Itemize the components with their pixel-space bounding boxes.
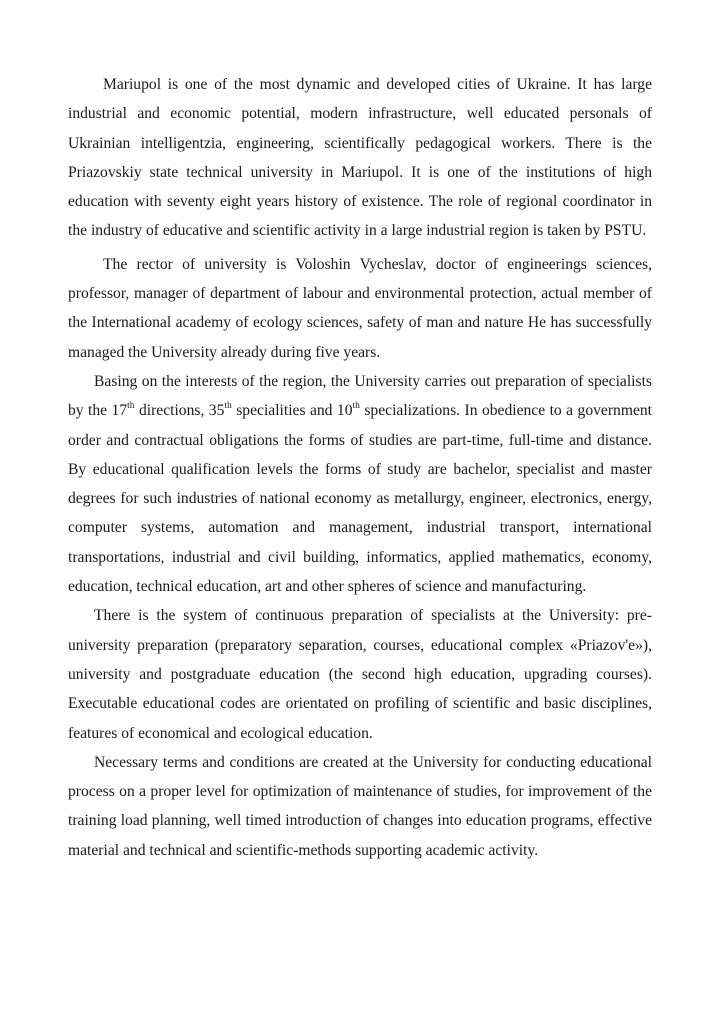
paragraph-specialists-text-4: specializations. In obedience to a government order and contractual obligations the forms of studies are part-time, full-time and distance. By educational qualification levels the forms of study are bachelor, specialist and master degrees for such industries of national economy as metallurgy, engineer, electronics, energy, computer systems, automation and management, industrial transport, international transportations, industrial and civil building, informatics, applied mathematics, economy, education, technical education, art and other spheres of science and manufacturing. xyxy=(68,402,653,596)
paragraph-specialists-text-3: specialities and 10 xyxy=(231,402,353,420)
paragraph-specialists-text-2: directions, 35 xyxy=(134,402,225,420)
document-body xyxy=(68,70,652,865)
paragraph-specialists-text-1: Basing on the interests of the region, the University carries out preparation of specialists by the 17 xyxy=(68,372,652,420)
ordinal-suffix-1: th xyxy=(127,401,135,412)
paragraph-continuous-preparation: There is the system of continuous preparation of specialists at the University: pre-university preparation (preparatory separation, courses, educational complex «Priazov'e»), university and postgraduate education (the second high education, upgrading courses). Executable educational codes are orientated on profiling of scientific and basic disciplines, features of economical and ecological education. xyxy=(68,607,652,742)
ordinal-suffix-2: th xyxy=(224,401,232,412)
paragraph-mariupol: Mariupol is one of the most dynamic and developed cities of Ukraine. It has large industrial and economic potential, modern infrastructure, well educated personals of Ukrainian intelligentzia, engineering, scientifically pedagogical workers. There is the Priazovskiy state technical university in Mariupol. It is one of the institutions of high education with seventy eight years history of existence. The role of regional coordinator in the industry of educative and scientific activity in a large industrial region is taken by PSTU. xyxy=(68,76,652,240)
paragraph-specialists xyxy=(68,367,652,601)
ordinal-suffix-3: th xyxy=(352,401,360,412)
paragraph-conditions: Necessary terms and conditions are created at the University for conducting educational process on a proper level for optimization of maintenance of studies, for improvement of the training load planning, well timed introduction of changes into education programs, effective material and technical and scientific-methods supporting academic activity. xyxy=(68,753,652,859)
paragraph-rector: The rector of university is Voloshin Vycheslav, doctor of engineerings sciences, professor, manager of department of labour and environmental protection, actual member of the International academy of ecology sciences, safety of man and nature He has successfully managed the University already during five years. xyxy=(68,255,652,361)
